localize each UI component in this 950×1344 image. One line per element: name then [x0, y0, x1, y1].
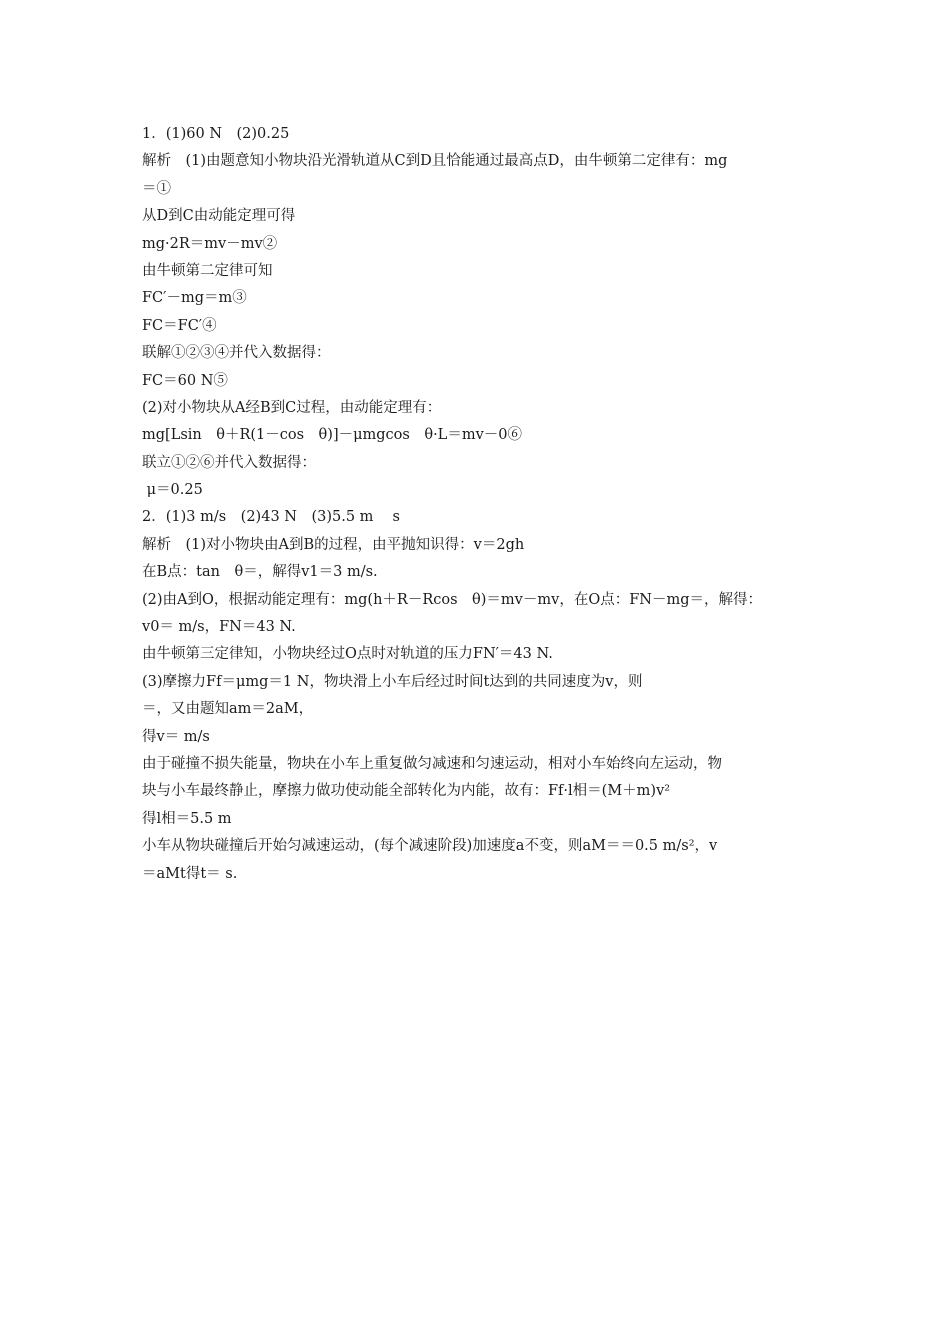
analysis-line-14: 得v＝ m/s	[142, 728, 210, 745]
equation-line-7: μ＝0.25	[142, 482, 203, 499]
equation-line-3: FC′－mg＝m③	[142, 290, 247, 307]
equation-line-4: FC＝FC′④	[142, 317, 217, 334]
equation-line-2: mg·2R＝mv－mv②	[142, 235, 278, 252]
analysis-line-19: ＝aMt得t＝ s.	[142, 865, 238, 882]
solution-document	[142, 121, 822, 888]
equation-line-1: ＝①	[142, 180, 171, 197]
analysis-line-13: ＝，又由题知am＝2aM，	[142, 701, 314, 718]
analysis-line-10: v0＝ m/s，FN＝43 N.	[142, 619, 296, 636]
equation-line-6: mg[Lsin θ＋R(1－cos θ)]－μmgcos θ·L＝mv－0⑥	[142, 427, 522, 444]
analysis-line-11: 由牛顿第三定律知，小物块经过O点时对轨道的压力FN′＝43 N.	[142, 646, 553, 663]
analysis-line-8: 在B点：tan θ＝，解得v1＝3 m/s.	[142, 564, 378, 581]
equation-line-5: FC＝60 N⑤	[142, 372, 228, 389]
analysis-line-17: 得l相＝5.5 m	[142, 810, 232, 827]
answer-line-1: 1．(1)60 N (2)0.25	[142, 126, 290, 142]
analysis-line-2: 从D到C由动能定理可得	[142, 208, 296, 225]
analysis-line-7: 解析 (1)对小物块由A到B的过程，由平抛知识得：v＝2gh	[142, 536, 525, 553]
answer-line-2: 2．(1)3 m/s (2)43 N (3)5.5 m s	[142, 509, 400, 526]
analysis-line-4: 联解①②③④并代入数据得：	[142, 345, 331, 362]
analysis-line-5: (2)对小物块从A经B到C过程，由动能定理有：	[142, 399, 442, 416]
analysis-line-9: (2)由A到O，根据动能定理有：mg(h＋R－Rcos θ)＝mv－mv，在O点：FN－mg＝，解得：	[142, 591, 762, 608]
analysis-line-15: 由于碰撞不损失能量，物块在小车上重复做匀减速和匀速运动，相对小车始终向左运动，物	[142, 755, 722, 772]
analysis-line-12: (3)摩擦力Ff＝μmg＝1 N，物块滑上小车后经过时间t达到的共同速度为v，则	[142, 673, 643, 690]
analysis-line-18: 小车从物块碰撞后开始匀减速运动，(每个减速阶段)加速度a不变，则aM＝＝0.5 m/s²，v	[142, 838, 718, 855]
analysis-line-6: 联立①②⑥并代入数据得：	[142, 454, 316, 471]
analysis-line-3: 由牛顿第二定律可知	[142, 262, 273, 279]
analysis-line-16: 块与小车最终静止，摩擦力做功使动能全部转化为内能，故有：Ff·l相＝(M＋m)v²	[142, 783, 671, 800]
analysis-line-1: 解析 (1)由题意知小物块沿光滑轨道从C到D且恰能通过最高点D，由牛顿第二定律有：mg	[142, 153, 728, 170]
